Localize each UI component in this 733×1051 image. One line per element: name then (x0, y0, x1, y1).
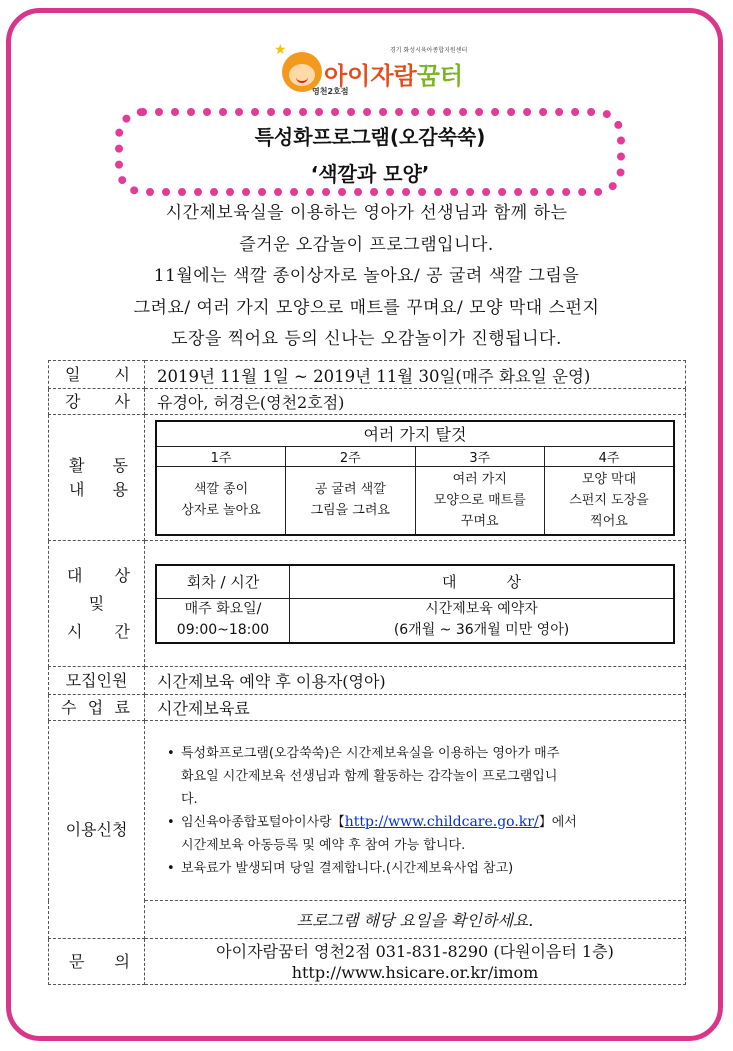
apply-note: 프로그램 해당 요일을 확인하세요. (145, 901, 686, 939)
target-col2-header-a: 대 (442, 573, 457, 592)
target-time-line: 09:00~18:00 (176, 622, 270, 639)
date-label-a: 일 (65, 364, 81, 384)
activity-label (49, 415, 145, 541)
title-line1: 특성화프로그램(오감쑥쑥) (254, 125, 486, 149)
week-content-line: 여러 가지 (452, 471, 507, 487)
target-label-b: 상 (114, 565, 130, 585)
activity-label-b: 동 (112, 455, 128, 475)
activity-cell (145, 415, 686, 541)
logo-branch: 영천2호점 (312, 87, 349, 96)
contact-line1: 아이자람꿈터 영천2점 031-831-8290 (다원이음터 1층) (216, 941, 614, 961)
logo (272, 42, 502, 102)
logo-name-part1: 아이자람 (324, 62, 417, 90)
fee-label-a: 수 (61, 697, 77, 717)
contact-label (49, 939, 145, 985)
instructor-label (49, 389, 145, 415)
target-time-line: 매주 화요일/ (184, 601, 262, 618)
intro-line: 시간제보육실을 이용하는 영아가 선생님과 함께 하는 (165, 203, 568, 223)
apply-item-2 (167, 811, 671, 857)
apply-line: 화요일 시간제보육 선생님과 함께 활동하는 감각놀이 프로그램입니 (181, 768, 558, 784)
target-label-a: 대 (67, 565, 83, 585)
fee-label-b: 업 (87, 697, 104, 717)
contact-value (145, 939, 686, 985)
instructor-value: 유경아, 허경은(영천2호점) (145, 389, 686, 415)
intro-line: 즐거운 오감놀이 프로그램입니다. (239, 234, 494, 255)
week-content-line: 색깔 종이 (193, 482, 249, 498)
target-cell (145, 541, 686, 667)
recruit-label: 모집인원 (49, 667, 145, 695)
info-table (48, 360, 686, 985)
bullet-icon: • (167, 745, 175, 761)
week-content-line: 상자로 놀아요 (181, 503, 261, 519)
week-content-line: 모양으로 매트를 (433, 492, 526, 508)
week-content-line: 공 굴려 색깔 (314, 482, 386, 498)
target-label-c: 및 (88, 593, 105, 613)
title-line2: ‘색깔과 모양’ (310, 162, 430, 186)
week-header: 2주 (286, 447, 416, 467)
apply-item-3 (167, 857, 671, 880)
week-content (545, 467, 675, 535)
bullet-icon: • (167, 860, 175, 876)
target-label (49, 541, 145, 667)
star-icon: ★ (274, 42, 287, 58)
row-activity (49, 415, 686, 541)
title-box (115, 108, 625, 196)
instructor-label-a: 강 (65, 391, 81, 411)
recruit-value: 시간제보육 예약 후 이용자(영아) (145, 667, 686, 695)
childcare-link[interactable]: http://www.childcare.go.kr/ (344, 813, 539, 830)
row-contact (49, 939, 686, 985)
target-label-d: 시 (67, 621, 83, 641)
apply-line: 시간제보육 아동등록 및 예약 후 참여 가능 합니다. (181, 837, 466, 853)
logo-name-part2: 꿈터 (416, 62, 464, 90)
apply-line: 다. (181, 791, 198, 807)
apply-line: 특성화프로그램(오감쑥쑥)은 시간제보육실을 이용하는 영아가 매주 (181, 745, 560, 761)
row-apply-note (49, 901, 686, 939)
target-who-line: 시간제보육 예약자 (425, 601, 538, 618)
week-content-line: 모양 막대 (581, 471, 637, 487)
activity-table (155, 420, 675, 536)
activity-label-c: 내 (69, 479, 85, 499)
contact-label-a: 문 (69, 951, 85, 971)
target-col2-header (290, 565, 675, 599)
week-content (415, 467, 545, 535)
bullet-icon: • (167, 814, 175, 830)
apply-content (145, 721, 686, 901)
apply-label: 이용신청 (49, 721, 145, 939)
week-content-line: 찍어요 (590, 513, 628, 529)
target-col2-header-b: 상 (506, 573, 521, 592)
activity-label-a: 활 (69, 455, 85, 475)
contact-url-link[interactable]: http://www.hsicare.or.kr/imom (291, 962, 539, 982)
target-col1-header: 회차 / 시간 (156, 565, 290, 599)
week-header: 4주 (545, 447, 675, 467)
contact-label-b: 의 (114, 951, 130, 971)
logo-org: 경기 화성시육아종합지원센터 (390, 47, 468, 54)
row-recruit (49, 667, 686, 695)
activity-label-d: 용 (112, 479, 128, 499)
week-content-line: 꾸며요 (460, 513, 499, 529)
intro-line: 그려요/ 여러 가지 모양으로 매트를 꾸며요/ 모양 막대 스펀지 (133, 297, 600, 318)
week-content-line: 스펀지 도장을 (569, 492, 649, 508)
row-instructor (49, 389, 686, 415)
apply-item-1 (167, 742, 671, 811)
target-time (156, 599, 290, 643)
intro-text (40, 198, 693, 356)
intro-line: 11월에는 색깔 종이상자로 놀아요/ 공 굴려 색깔 그림을 (153, 266, 580, 286)
apply-line: 보육료가 발생되며 당일 결제합니다.(시간제보육사업 참고) (181, 860, 514, 876)
target-who-line: (6개월 ~ 36개월 미만 영아) (393, 622, 570, 639)
week-content (286, 467, 416, 535)
apply-line: 임신육아종합포털아이사랑【 (181, 814, 345, 830)
row-target (49, 541, 686, 667)
row-fee (49, 695, 686, 721)
row-date (49, 361, 686, 389)
week-content-line: 그림을 그려요 (310, 503, 390, 519)
apply-line: 】에서 (538, 814, 577, 830)
week-content (156, 467, 286, 535)
target-label-e: 간 (114, 621, 130, 641)
instructor-label-b: 사 (114, 391, 130, 411)
fee-label (49, 695, 145, 721)
date-label (49, 361, 145, 389)
intro-line: 도장을 찍어요 등의 신나는 오감놀이가 진행됩니다. (171, 329, 562, 349)
target-who (290, 599, 675, 643)
date-value: 2019년 11월 1일 ~ 2019년 11월 30일(매주 화요일 운영) (145, 361, 686, 389)
fee-value: 시간제보육료 (145, 695, 686, 721)
activity-theme: 여러 가지 탈것 (156, 421, 674, 447)
target-table (155, 564, 675, 644)
row-apply (49, 721, 686, 901)
date-label-b: 시 (114, 364, 130, 384)
week-header: 3주 (415, 447, 545, 467)
week-header: 1주 (156, 447, 286, 467)
fee-label-c: 료 (114, 697, 130, 717)
